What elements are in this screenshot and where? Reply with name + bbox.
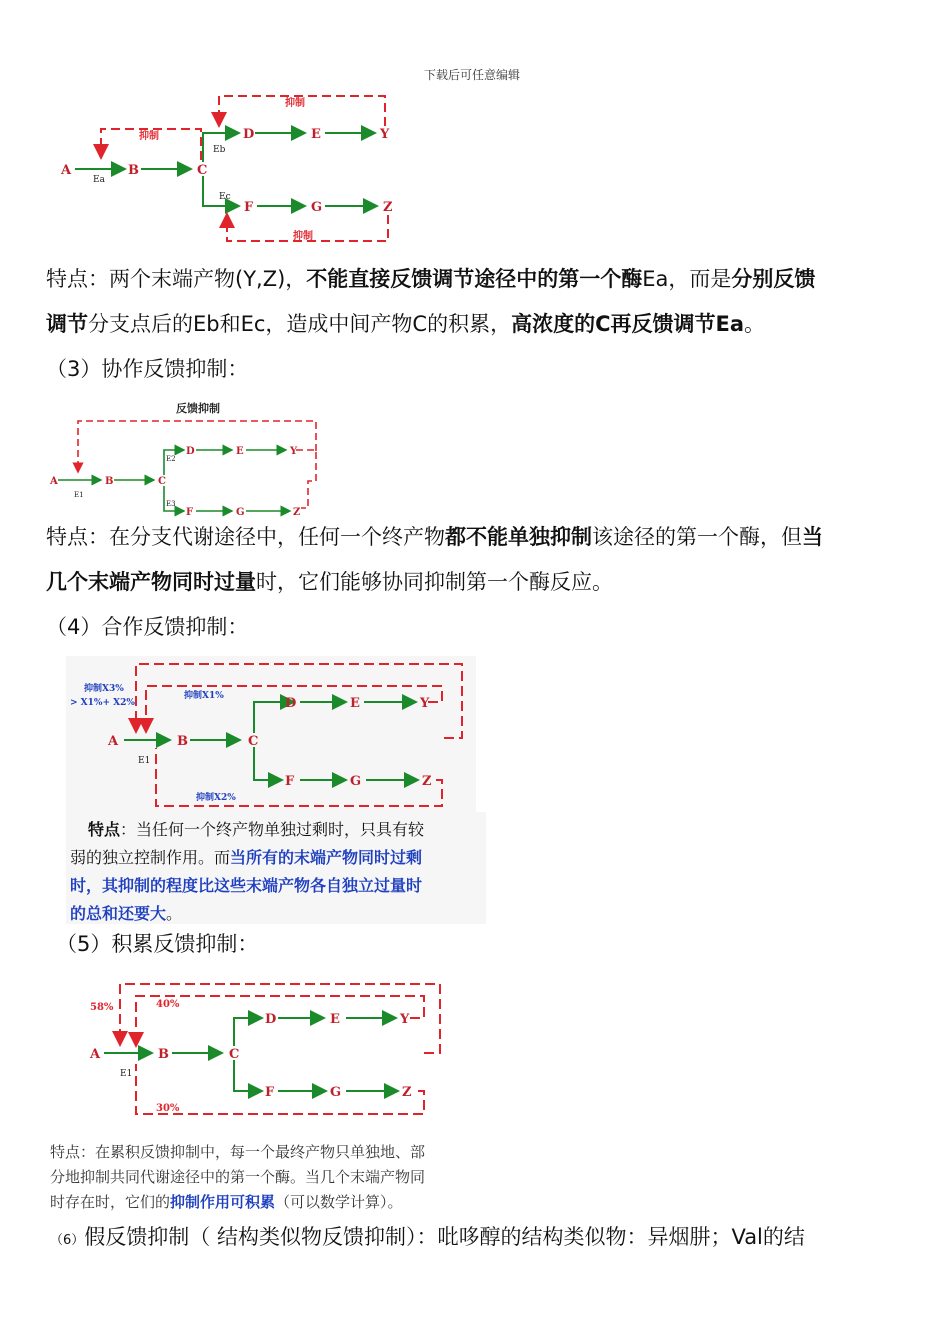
node-a: A bbox=[61, 163, 72, 178]
node-f: F bbox=[244, 200, 254, 215]
fig4-node-c: C bbox=[229, 1047, 240, 1062]
figure-cumulative-cooperative-feedback bbox=[66, 656, 476, 816]
enzyme-ec: Ec bbox=[219, 192, 231, 202]
fig2-node-d: D bbox=[186, 446, 195, 457]
fig2-node-c: C bbox=[158, 476, 166, 487]
fig3-background bbox=[66, 656, 476, 816]
fig4-node-a: A bbox=[90, 1047, 101, 1062]
paragraph-2-line-1: 特点：在分支代谢途径中，任何一个终产物都不能单独抑制该途径的第一个酶，但当 bbox=[46, 525, 823, 549]
fig2-inhibit-link bbox=[296, 450, 316, 508]
fig2-node-f: F bbox=[186, 507, 194, 518]
fig2-inhibit-line bbox=[78, 421, 316, 472]
node-g: G bbox=[311, 200, 323, 215]
fig2-node-a: A bbox=[50, 476, 58, 487]
fig2-enzyme-e2: E2 bbox=[166, 455, 176, 463]
fig2-node-b: B bbox=[105, 476, 114, 487]
fig2-node-z: Z bbox=[293, 507, 301, 518]
fig2-node-e: E bbox=[236, 446, 244, 457]
fig4-node-b: B bbox=[158, 1047, 169, 1062]
fig3-node-b: B bbox=[177, 734, 188, 749]
heading-5: （5）积累反馈抑制： bbox=[56, 932, 259, 956]
fig3-node-f: F bbox=[285, 774, 295, 789]
fig3-caption: 特点：当任何一个终产物单独过剩时，只具有较 弱的独立控制作用。而当所有的末端产物同时过剩 时，其抑制的程度比这些末端产物各自独立过量时 的总和还要大。 bbox=[70, 820, 425, 923]
heading-6: （6）假反馈抑制（ 结构类似物反馈抑制）：吡哆醇的结构类似物：异烟肼；Val的结 bbox=[50, 1225, 805, 1249]
fig3-node-a: A bbox=[108, 734, 119, 749]
fig3-label-x1: 抑制X1% bbox=[184, 691, 224, 701]
enzyme-eb: Eb bbox=[213, 145, 226, 155]
fig4-arrow-c-d bbox=[234, 1018, 262, 1046]
figure-concerted-feedback bbox=[46, 396, 336, 524]
fig2-enzyme-e1: E1 bbox=[74, 491, 84, 499]
inhibit-label-bottom: 抑制 bbox=[293, 231, 313, 242]
fig3-label-x3: 抑制X3% bbox=[84, 684, 124, 694]
fig4-pct-40: 40% bbox=[156, 999, 180, 1010]
paragraph-2-line-2: 几个末端产物同时过量时，它们能够协同抑制第一个酶反应。 bbox=[46, 570, 613, 594]
fig3-label-sum: > X1%+ X2% bbox=[70, 698, 135, 708]
paragraph-1-line-2: 调节分支点后的Eb和Ec，造成中间产物C的积累，高浓度的C再反馈调节Ea。 bbox=[46, 312, 766, 336]
fig3-node-c: C bbox=[248, 734, 259, 749]
enzyme-ea: Ea bbox=[93, 175, 105, 185]
fig4-caption: 特点：在累积反馈抑制中，每一个最终产物只单独地、部 分地抑制共同代谢途径中的第一个酶。当几个末端产物同 时存在时，它们的抑制作用可积累（可以数学计算）。 bbox=[50, 1143, 426, 1211]
node-z: Z bbox=[383, 200, 393, 215]
fig4-node-f: F bbox=[265, 1085, 275, 1100]
paragraph-1-line-1: 特点：两个末端产物(Y,Z)，不能直接反馈调节途径中的第一个酶Ea，而是分别反馈 bbox=[46, 267, 816, 291]
node-b: B bbox=[128, 163, 139, 178]
fig2-node-g: G bbox=[236, 507, 245, 518]
fig4-node-g: G bbox=[330, 1085, 342, 1100]
fig2-title: 反馈抑制 bbox=[176, 402, 220, 415]
fig4-node-z: Z bbox=[402, 1085, 412, 1100]
fig3-label-x2: 抑制X2% bbox=[196, 793, 236, 803]
heading-4: （4）合作反馈抑制： bbox=[46, 615, 249, 639]
fig4-node-e: E bbox=[330, 1012, 340, 1027]
inhibit-label-top: 抑制 bbox=[285, 98, 305, 109]
inhibit-label-left: 抑制 bbox=[139, 131, 159, 142]
heading-3: （3）协作反馈抑制： bbox=[46, 357, 249, 381]
page-header: 下载后可任意编辑 bbox=[424, 68, 521, 82]
fig4-node-y: Y bbox=[400, 1012, 410, 1027]
fig3-node-e: E bbox=[350, 696, 360, 711]
fig4-pct-58: 58% bbox=[90, 1002, 114, 1013]
figure-accumulative-feedback bbox=[84, 976, 454, 1124]
node-e: E bbox=[311, 127, 321, 142]
fig4-pct-30: 30% bbox=[156, 1103, 180, 1114]
figure-differential-feedback bbox=[55, 88, 405, 248]
fig2-enzyme-e3: E3 bbox=[166, 500, 176, 508]
fig3-node-z: Z bbox=[422, 774, 432, 789]
fig4-node-d: D bbox=[265, 1012, 277, 1027]
fig4-arrow-c-f bbox=[234, 1060, 262, 1091]
fig3-node-g: G bbox=[350, 774, 362, 789]
fig3-node-y: Y bbox=[420, 696, 430, 711]
fig4-enzyme-e1: E1 bbox=[120, 1069, 133, 1079]
node-d: D bbox=[243, 127, 255, 142]
node-c: C bbox=[197, 163, 208, 178]
node-y: Y bbox=[380, 127, 390, 142]
fig3-node-d: D bbox=[285, 696, 297, 711]
fig2-node-y: Y bbox=[290, 446, 298, 457]
fig3-enzyme-e1: E1 bbox=[138, 756, 151, 766]
